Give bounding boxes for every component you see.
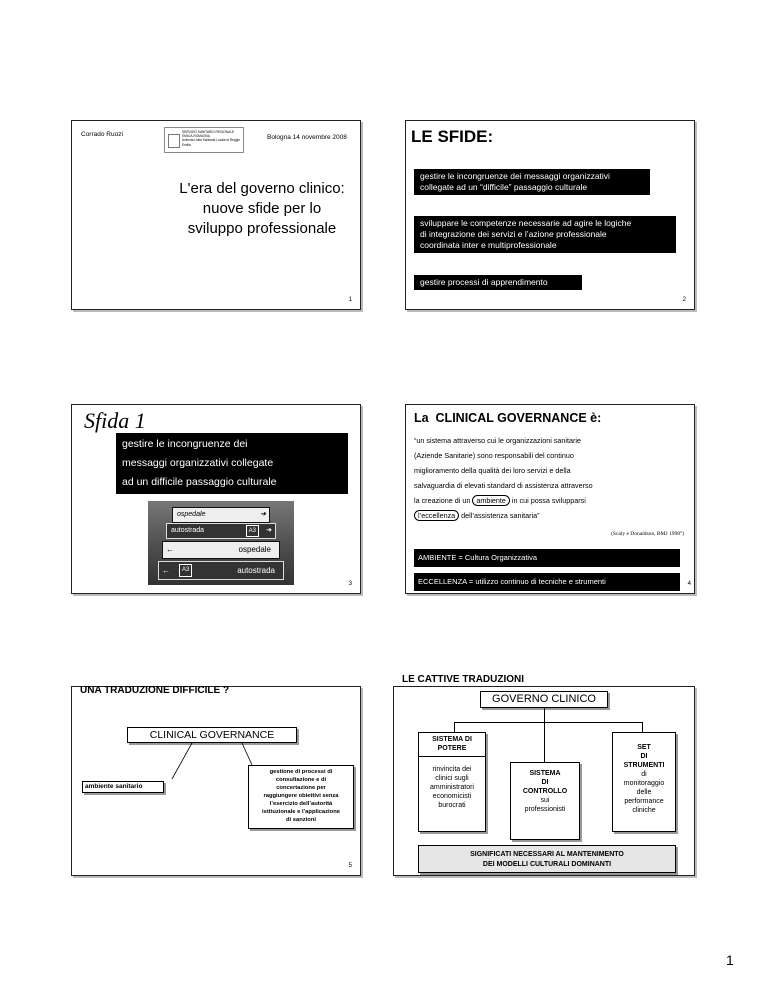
- logo: [164, 127, 244, 153]
- logo-line1: SERVIZIO SANITARIO REGIONALE: [182, 130, 235, 134]
- slide-6: [393, 674, 695, 876]
- logo-line2: EMILIA-ROMAGNA: [182, 134, 210, 139]
- left-node: ambiente sanitario: [82, 781, 164, 793]
- page-number: 5: [348, 863, 352, 869]
- arrow-left-icon: ←: [162, 566, 170, 575]
- footer-box: SIGNIFICATI NECESSARI AL MANTENIMENTO DEI MODELLI CULTURALI DOMINANTI: [418, 845, 676, 873]
- definition-quote: “un sistema attraverso cui le organizzazioni sanitarie (Aziende Sanitarie) sono responsabili del continuo miglioramento della qualità dei loro servizi e della salvaguardia di elevati standard di assistenza attraverso la creazione di un ambiente in cui possa svilupparsi l’eccellenza dell’assistenza sanitaria”: [414, 436, 593, 520]
- slide-title: LE SFIDE:: [411, 127, 494, 146]
- slide-2: [405, 120, 695, 310]
- slide-title: La CLINICAL GOVERNANCE è:: [414, 411, 602, 425]
- page-number: 3: [348, 581, 352, 587]
- circled-eccellenza: l’eccellenza: [414, 510, 459, 521]
- page-number: 2: [682, 297, 686, 303]
- node-control: SISTEMA DI CONTROLLO sui professionisti: [510, 762, 580, 840]
- slide-5: [71, 686, 361, 876]
- root-box: GOVERNO CLINICO: [480, 691, 608, 708]
- citation: (Scaly e Donaldson, BMJ 1998°): [611, 531, 684, 537]
- arrow-right-icon: ➜: [266, 527, 272, 534]
- root-box: CLINICAL GOVERNANCE: [127, 727, 297, 743]
- challenge-2: sviluppare le competenze necessarie ad agire le logiche di integrazione dei servizi e l’azione professionale coordinata inter e multiprofessionale: [414, 216, 676, 253]
- challenge-1: gestire le incongruenze dei messaggi organizzativi collegate ad un “difficile” passaggio culturale: [414, 169, 650, 195]
- title-line-3: sviluppo professionale: [187, 220, 337, 237]
- challenge-3: gestire processi di apprendimento: [414, 275, 582, 290]
- slide-1: [71, 120, 361, 310]
- node-tools: SET DI STRUMENTI di monitoraggio delle performance cliniche: [612, 732, 676, 832]
- date: Bologna 14 novembre 2008: [267, 134, 347, 141]
- sign-4: ← A3 autostrada: [158, 561, 284, 580]
- author: Corrado Ruozi: [81, 131, 123, 138]
- title-line-2: nuove sfide per lo: [202, 200, 322, 217]
- page-number: 1: [348, 297, 352, 303]
- node-power: SISTEMA DI POTERE rinvincita dei clinici sugli amministratori economicisti burocrati: [418, 732, 486, 832]
- arrow-right-icon: ➜: [260, 511, 266, 518]
- logo-line3: Azienda Unità Sanitaria Locale di Reggio Emilia: [182, 138, 240, 147]
- arrow-left-icon: ←: [166, 545, 174, 554]
- sign-3: ← ospedale: [162, 541, 280, 559]
- sign-2: autostrada A3 ➜: [166, 523, 276, 539]
- page-number: 4: [687, 581, 691, 587]
- slide-3: [71, 404, 361, 594]
- definition-ambiente: AMBIENTE = Cultura Organizzativa: [414, 549, 680, 567]
- sign-1: ospedale ➜: [172, 507, 270, 523]
- slide-4: [405, 404, 695, 594]
- circled-ambiente: ambiente: [472, 495, 510, 506]
- right-node: gestione di processi di consultazione e di concertazione per raggiungere obiettivi senza l’esercizio dell’autorità istituzionale e l’applicazione di sanzioni: [248, 765, 354, 829]
- definition-eccellenza: ECCELLENZA = utilizzo continuo di tecniche e strumenti: [414, 573, 680, 591]
- slide-title: [167, 179, 357, 239]
- logo-icon: [168, 134, 180, 148]
- road-signs-photo: [148, 501, 294, 585]
- slide-title: LE CATTIVE TRADUZIONI: [402, 674, 525, 685]
- slide-title: UNA TRADUZIONE DIFFICILE ?: [80, 685, 230, 696]
- slide-title: Sfida 1: [84, 408, 146, 433]
- title-line-1: L'era del governo clinico:: [179, 180, 345, 197]
- sheet-page-number: 1: [726, 952, 734, 968]
- challenge-box: gestire le incongruenze dei messaggi organizzativi collegate ad un difficile passaggio culturale: [116, 433, 348, 494]
